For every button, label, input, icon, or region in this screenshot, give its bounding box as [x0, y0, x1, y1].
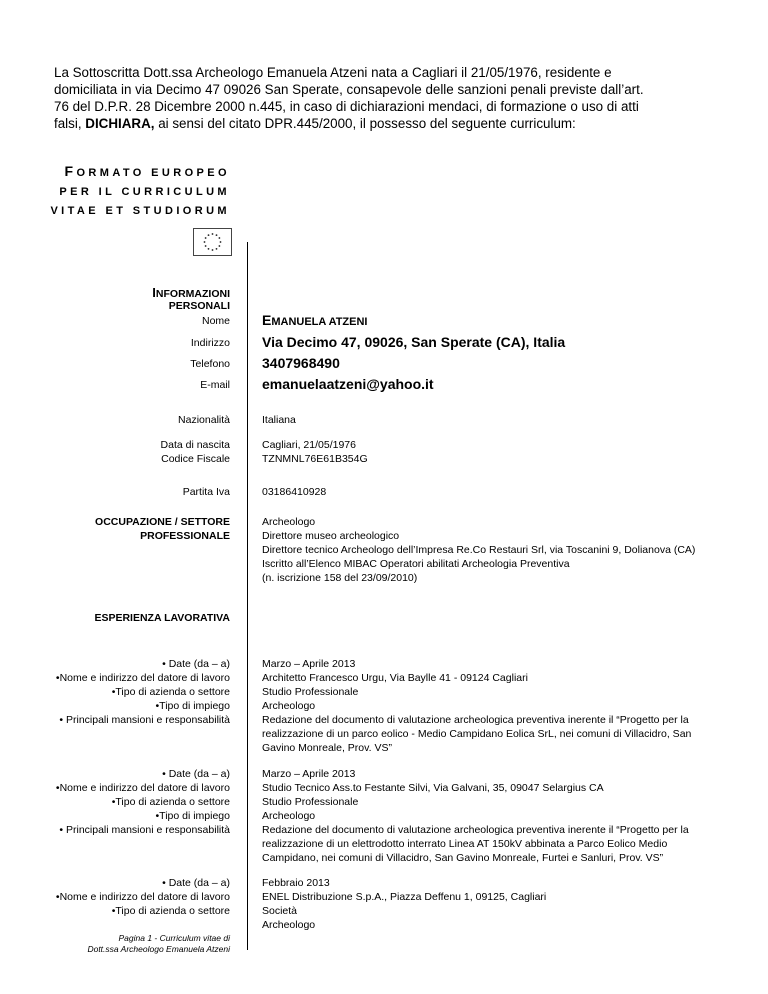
entry-tipo-azienda: Società	[262, 905, 298, 917]
format-title-line2: PER IL CURRICULUM	[59, 186, 230, 198]
label-tipo-impiego: •Tipo di impiego	[155, 810, 230, 822]
entry-date: Marzo – Aprile 2013	[262, 768, 356, 780]
format-title-line3: VITAE ET STUDIORUM	[50, 205, 230, 217]
value-occupazione	[262, 515, 732, 585]
column-divider	[247, 242, 248, 950]
value-telefono: 3407968490	[262, 355, 340, 371]
intro-dichiara: DICHIARA,	[85, 116, 155, 131]
entry-mansioni-line: Redazione del documento di valutazione archeologica preventiva inerente il “Progetto per la	[262, 824, 689, 836]
experience-entry-2	[262, 767, 732, 865]
experience-labels-1	[30, 657, 230, 727]
label-date: • Date (da – a)	[162, 658, 230, 670]
label-datore: •Nome e indirizzo del datore di lavoro	[55, 672, 230, 684]
personal-info-heading: INFORMAZIONI PERSONALI	[152, 285, 230, 312]
format-title	[40, 162, 230, 221]
label-partita-iva: Partita Iva	[182, 486, 230, 498]
label-datore: •Nome e indirizzo del datore di lavoro	[55, 891, 230, 903]
entry-tipo-azienda: Studio Professionale	[262, 796, 359, 808]
label-email: E-mail	[200, 379, 230, 391]
label-date: • Date (da – a)	[162, 877, 230, 889]
entry-date: Febbraio 2013	[262, 877, 330, 889]
experience-labels-2	[30, 767, 230, 837]
entry-tipo-impiego: Archeologo	[262, 810, 316, 822]
label-tipo-azienda: •Tipo di azienda o settore	[111, 686, 230, 698]
entry-tipo-azienda: Studio Professionale	[262, 686, 359, 698]
format-title-line1: FORMATO EUROPEO	[64, 163, 230, 179]
value-partita-iva: 03186410928	[262, 486, 327, 498]
label-tipo-impiego: •Tipo di impiego	[155, 700, 230, 712]
entry-datore: Architetto Francesco Urgu, Via Baylle 41 - 09124 Cagliari	[262, 672, 528, 684]
value-nome: EMANUELA ATZENI	[262, 312, 368, 328]
value-data-nascita: Cagliari, 21/05/1976	[262, 439, 356, 451]
occupazione-line: Direttore tecnico Archeologo dell’Impresa Re.Co Restauri Srl, via Toscanini 9, Dolianova (CA)	[262, 544, 696, 556]
label-data-nascita: Data di nascita	[160, 439, 230, 451]
label-occupazione	[30, 515, 230, 543]
label-datore: •Nome e indirizzo del datore di lavoro	[55, 782, 230, 794]
entry-mansioni-line: realizzazione di un elettrodotto interrato Linea AT 150kV abbinata a Parco Eolico Medio	[262, 838, 668, 850]
intro-paragraph	[54, 64, 644, 132]
entry-datore: Studio Tecnico Ass.to Festante Silvi, Via Galvani, 35, 09047 Selargius CA	[262, 782, 604, 794]
label-telefono: Telefono	[190, 358, 230, 370]
footer-line1: Pagina 1 - Curriculum vitae di	[118, 933, 230, 943]
value-nazionalita: Italiana	[262, 414, 296, 426]
label-tipo-azienda: •Tipo di azienda o settore	[111, 905, 230, 917]
label-mansioni: • Principali mansioni e responsabilità	[59, 714, 230, 726]
label-mansioni: • Principali mansioni e responsabilità	[59, 824, 230, 836]
value-email[interactable]: emanuelaatzeni@yahoo.it	[262, 376, 434, 392]
intro-text-after: ai sensi del citato DPR.445/2000, il possesso del seguente curriculum:	[158, 116, 576, 131]
label-nome: Nome	[201, 315, 230, 327]
experience-entry-3	[262, 876, 732, 932]
entry-date: Marzo – Aprile 2013	[262, 658, 356, 670]
value-nascita-group	[262, 438, 732, 466]
experience-entry-1	[262, 657, 732, 755]
experience-heading: ESPERIENZA LAVORATIVA	[94, 612, 230, 624]
label-codice-fiscale: Codice Fiscale	[161, 453, 230, 465]
occupazione-line: Iscritto all’Elenco MIBAC Operatori abilitati Archeologia Preventiva	[262, 558, 570, 570]
page-footer	[60, 933, 230, 955]
label-indirizzo: Indirizzo	[190, 337, 230, 349]
value-codice-fiscale: TZNMNL76E61B354G	[262, 453, 368, 465]
label-tipo-azienda: •Tipo di azienda o settore	[111, 796, 230, 808]
label-occupazione-line2: PROFESSIONALE	[140, 530, 230, 542]
value-indirizzo: Via Decimo 47, 09026, San Sperate (CA), Italia	[262, 334, 566, 350]
occupazione-line: Direttore museo archeologico	[262, 530, 400, 542]
entry-tipo-impiego: Archeologo	[262, 700, 316, 712]
label-nascita-group	[30, 438, 230, 466]
intro-text-before: La Sottoscritta Dott.ssa Archeologo Emanuela Atzeni nata a Cagliari il 21/05/1976, residente e domiciliata in via Decimo 47 09026 San Sperate, consapevole delle sanzioni penali previste dall’art. 76 del D.P.R. 28 Dicembre 2000 n.445, in caso di dichiarazioni mendaci, di formazione o uso di atti falsi,	[54, 65, 644, 131]
occupazione-line: Archeologo	[262, 516, 316, 528]
entry-tipo-impiego: Archeologo	[262, 919, 316, 931]
footer-line2: Dott.ssa Archeologo Emanuela Atzeni	[87, 944, 230, 954]
eu-flag-icon	[193, 228, 232, 256]
entry-datore: ENEL Distribuzione S.p.A., Piazza Deffenu 1, 09125, Cagliari	[262, 891, 547, 903]
label-date: • Date (da – a)	[162, 768, 230, 780]
experience-labels-3	[30, 876, 230, 918]
entry-mansioni-line: Redazione del documento di valutazione archeologica preventiva inerente il “Progetto per la	[262, 714, 689, 726]
label-nazionalita: Nazionalità	[178, 414, 230, 426]
label-occupazione-line1: OCCUPAZIONE / SETTORE	[95, 516, 230, 528]
occupazione-line: (n. iscrizione 158 del 23/09/2010)	[262, 572, 418, 584]
entry-mansioni-line: realizzazione di un parco eolico - Medio Campidano Eolica SrL, nei comuni di Villacidro, San	[262, 728, 692, 740]
entry-mansioni-line: Campidano, nei comuni di Villacidro, San Gavino Monreale, Furtei e Sanluri, Prov. VS”	[262, 852, 664, 864]
entry-mansioni-line: Gavino Monreale, Prov. VS”	[262, 742, 392, 754]
